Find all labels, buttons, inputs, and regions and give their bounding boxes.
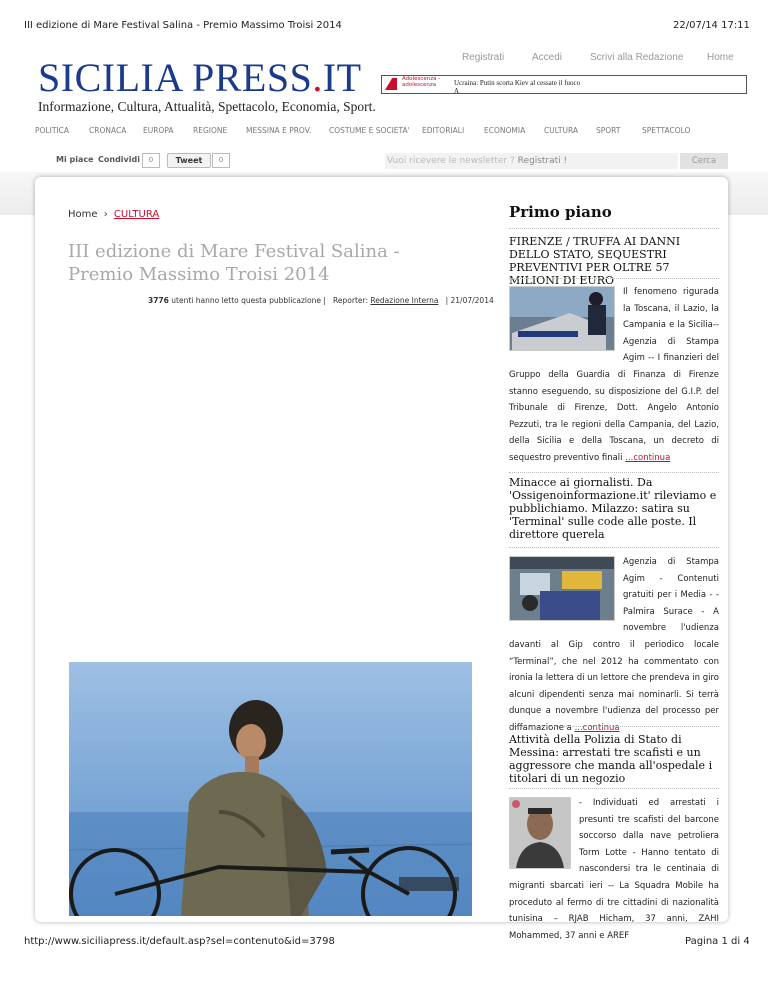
reporter-label: Reporter:	[333, 296, 369, 305]
nav-sport[interactable]: SPORT	[596, 126, 621, 135]
nav-spettacolo[interactable]: SPETTACOLO	[642, 126, 691, 135]
share-button[interactable]: Condividi	[98, 155, 140, 164]
nav-politica[interactable]: POLITICA	[35, 126, 69, 135]
nav-messina[interactable]: MESSINA E PROV.	[246, 126, 312, 135]
sidebar-item-1-body: Il fenomeno rigurada la Toscana, il Lazio, la Campania e la Sicilia-- Agenzia di Stampa Agim -- I finanzieri del Gruppo della Guardia di Finanza di Firenze stanno eseguendo, su disposizione del G.I.P. del Tribunale di Firenze, Dott. Angelo Antonio Pezzuti, tra le regioni della Campania, del Lazio, della Sicilia e della Toscana, un decreto di sequestro preventivo finali ...continua	[509, 287, 719, 463]
chevron-right-icon: ›	[103, 209, 108, 220]
newsletter-register-link[interactable]: Registrati !	[517, 156, 568, 166]
post-office-image	[510, 557, 614, 620]
divider	[509, 228, 719, 229]
print-url: http://www.siciliapress.it/default.asp?sel=contenuto&id=3798	[24, 936, 335, 947]
login-link[interactable]: Accedi	[532, 52, 563, 63]
divider	[509, 788, 719, 789]
nav-europa[interactable]: EUROPA	[143, 126, 174, 135]
print-page-number: Pagina 1 di 4	[685, 936, 750, 947]
breadcrumb-category[interactable]: CULTURA	[113, 209, 160, 220]
article-photo	[69, 662, 472, 916]
register-link[interactable]: Registrati	[462, 52, 505, 63]
sidebar-item-3-title[interactable]: Attività della Polizia di Stato di Messina: arrestati tre scafisti e un aggressore che manda all'ospedale i titolari di un negozio	[509, 733, 713, 785]
agency-logo-icon	[385, 78, 397, 90]
tweet-count: 0	[212, 153, 230, 168]
sidebar-item-3-thumb[interactable]	[509, 797, 571, 869]
print-doc-title: III edizione di Mare Festival Salina - Premio Massimo Troisi 2014	[24, 20, 342, 31]
read-count: 3776	[148, 296, 169, 305]
write-editorial-link[interactable]: Scrivi alla Redazione	[590, 52, 684, 63]
divider	[509, 278, 719, 279]
police-car-image	[510, 287, 614, 350]
nav-regione[interactable]: REGIONE	[193, 126, 228, 135]
news-ticker[interactable]	[381, 75, 747, 94]
sidebar-item-2	[509, 554, 719, 737]
like-button[interactable]: Mi piace	[56, 155, 94, 164]
reporter-link[interactable]: Redazione Interna	[370, 296, 439, 305]
nav-cultura[interactable]: CULTURA	[544, 126, 578, 135]
divider	[509, 547, 719, 548]
nav-cronaca[interactable]: CRONACA	[89, 126, 127, 135]
article-title: III edizione di Mare Festival Salina - Premio Massimo Troisi 2014	[68, 241, 400, 285]
continue-link[interactable]: ...continua	[625, 452, 671, 463]
nav-costume[interactable]: COSTUME E SOCIETA'	[329, 126, 410, 135]
ticker-agency: Adolescenza - adolescenza	[402, 76, 441, 88]
divider	[509, 726, 719, 727]
newsletter-bar[interactable]: Vuoi ricevere le newsletter ? Registrati !	[385, 153, 678, 169]
read-count-label: utenti hanno letto questa pubblicazione |	[171, 296, 326, 305]
breadcrumb-home[interactable]: Home	[68, 209, 98, 220]
share-count: 0	[142, 153, 160, 168]
article-date: | 21/07/2014	[445, 296, 494, 305]
tweet-button[interactable]: Tweet	[167, 153, 211, 168]
print-datetime: 22/07/14 17:11	[673, 20, 750, 31]
man-with-bicycle-image	[69, 662, 472, 916]
sidebar-item-2-title[interactable]: Minacce ai giornalisti. Da 'Ossigenoinformazione.it' rileviamo e pubblichiamo. Milazzo: satira su 'Terminal' sulle code alle poste. Il direttore querela	[509, 476, 717, 541]
sidebar-item-3-body: - Individuati ed arrestati i presunti tre scafisti del barcone soccorso dalla nave petroliera Torm Lotte - Hanno tentato di nascondersi tra le centinaia di migranti sbarcati ieri -- La Squadra Mobile ha proceduto al fermo di tre cittadini di nazionalità tunisina – RJAB Hicham, 37 anni, ZAHI Mohammed, 37 anni e AREF	[509, 798, 719, 941]
article-meta	[148, 296, 494, 305]
home-link[interactable]: Home	[707, 52, 734, 63]
ticker-text: Ucraina: Putin scorta Kiev al cessate il fuoco A	[454, 79, 581, 95]
sidebar-item-1	[509, 284, 719, 467]
nav-editoriali[interactable]: EDITORIALI	[422, 126, 465, 135]
sidebar-item-3	[509, 795, 719, 944]
sidebar-heading: Primo piano	[509, 203, 612, 221]
breadcrumb	[68, 209, 159, 220]
sidebar-item-2-thumb[interactable]	[509, 556, 615, 621]
sidebar-item-1-title[interactable]: FIRENZE / TRUFFA AI DANNI DELLO STATO, SEQUESTRI PREVENTIVI PER OLTRE 57 MILIONI DI EURO	[509, 235, 681, 287]
sidebar-item-1-thumb[interactable]	[509, 286, 615, 351]
continue-link[interactable]: ...continua	[574, 722, 620, 733]
divider	[509, 472, 719, 473]
site-tagline: Informazione, Cultura, Attualità, Spettacolo, Economia, Sport.	[38, 99, 376, 114]
site-logo[interactable]: SICILIA PRESS.IT	[38, 55, 362, 100]
search-button[interactable]: Cerca	[680, 153, 728, 169]
mugshot-image	[510, 798, 570, 868]
sidebar-item-2-body: Agenzia di Stampa Agim - Contenuti gratuiti per i Media - - Palmira Surace - A novembre l'udienza davanti al Gip contro il periodico locale “Terminal”, che nel 2012 ha commentato con ironia la lettera di un lettore che prendeva in giro alcuni dipendenti senza mai nominarli. Si terrà dunque a novembre l'udienza del processo per diffamazione a ...continua	[509, 557, 719, 733]
nav-economia[interactable]: ECONOMIA	[484, 126, 526, 135]
